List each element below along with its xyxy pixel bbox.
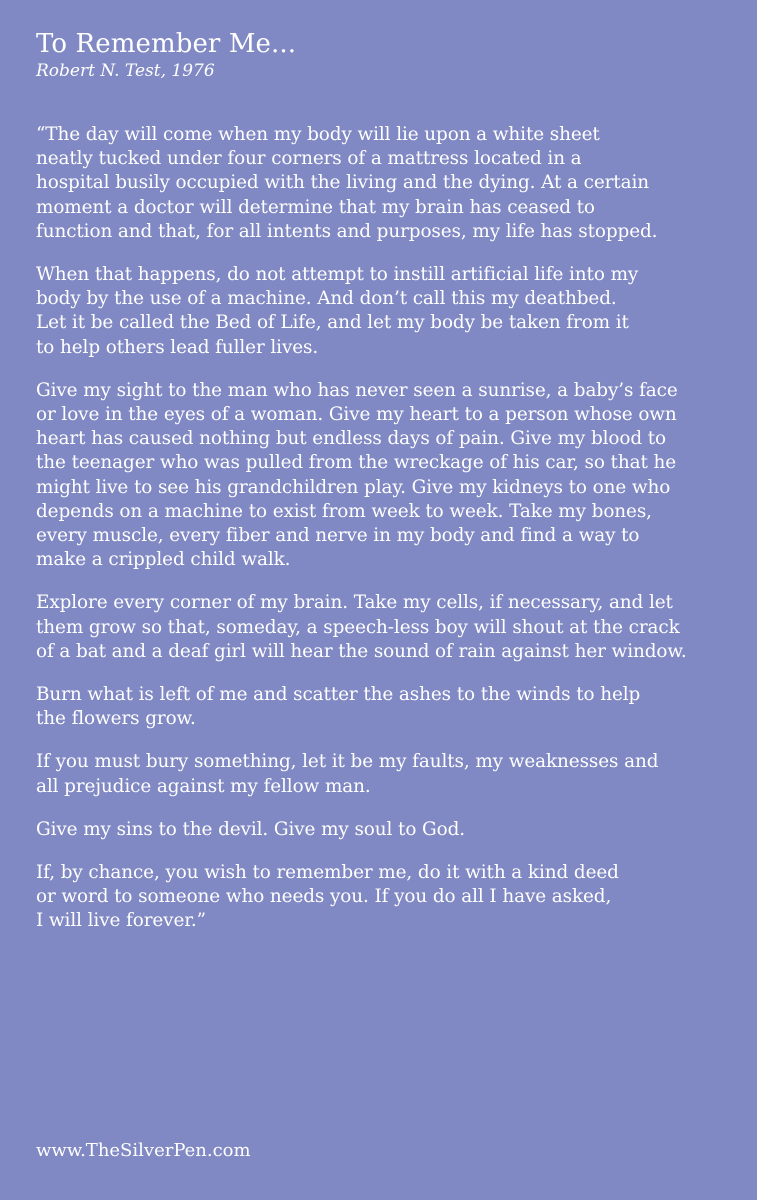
poem-line: Let it be called the Bed of Life, and let my body be taken from it xyxy=(36,312,629,334)
poem-line: or love in the eyes of a woman. Give my heart to a person whose own xyxy=(36,404,677,426)
website-footer: www.TheSilverPen.com xyxy=(36,1140,251,1161)
poem-line: Burn what is left of me and scatter the ashes to the winds to help xyxy=(36,684,641,706)
page-title: To Remember Me... xyxy=(36,29,297,59)
poem-line: When that happens, do not attempt to instill artificial life into my xyxy=(36,264,639,286)
poem-line: neatly tucked under four corners of a mattress located in a xyxy=(36,148,582,170)
poem-line: or word to someone who needs you. If you do all I have asked, xyxy=(36,886,612,908)
poem-paragraph xyxy=(36,591,733,664)
poem-paragraph xyxy=(36,861,733,934)
poem-line: of a bat and a deaf girl will hear the sound of rain against her window. xyxy=(36,640,687,662)
poem-line: them grow so that, someday, a speech-less boy will shout at the crack xyxy=(36,616,680,638)
poem-line: the flowers grow. xyxy=(36,708,196,730)
poem-paragraph xyxy=(36,683,733,731)
poem-line: “The day will come when my body will lie upon a white sheet xyxy=(36,124,600,145)
poem-line: heart has caused nothing but endless days of pain. Give my blood to xyxy=(36,428,667,450)
poem-line: function and that, for all intents and purposes, my life has stopped. xyxy=(36,220,658,242)
poem-paragraph xyxy=(36,263,733,360)
author-credit: Robert N. Test, 1976 xyxy=(36,61,215,81)
poem-line: make a crippled child walk. xyxy=(36,549,291,571)
poem-line: Give my sight to the man who has never seen a sunrise, a baby’s face xyxy=(36,379,678,401)
poem-line: hospital busily occupied with the living and the dying. At a certain xyxy=(36,172,649,194)
poem-line: moment a doctor will determine that my brain has ceased to xyxy=(36,196,595,218)
poem-paragraph xyxy=(36,818,733,842)
poem-line: Give my sins to the devil. Give my soul to God. xyxy=(36,818,466,840)
poem-line: If, by chance, you wish to remember me, do it with a kind deed xyxy=(36,862,619,884)
poem-line: to help others lead fuller lives. xyxy=(36,336,319,358)
poem-line: depends on a machine to exist from week to week. Take my bones, xyxy=(36,500,652,522)
poem-paragraph xyxy=(36,123,733,244)
poem-paragraph xyxy=(36,750,733,798)
poem-line: body by the use of a machine. And don’t call this my deathbed. xyxy=(36,288,617,310)
poem-line: I will live forever.” xyxy=(36,910,206,932)
poem-line: Explore every corner of my brain. Take my cells, if necessary, and let xyxy=(36,592,673,614)
poem-line: every muscle, every fiber and nerve in my body and find a way to xyxy=(36,525,640,547)
poem-line: might live to see his grandchildren play. Give my kidneys to one who xyxy=(36,476,671,498)
poem-body xyxy=(36,123,733,934)
poem-line: all prejudice against my fellow man. xyxy=(36,775,371,797)
poem-line: If you must bury something, let it be my faults, my weaknesses and xyxy=(36,751,659,773)
poem-paragraph xyxy=(36,379,733,573)
poem-line: the teenager who was pulled from the wreckage of his car, so that he xyxy=(36,452,677,474)
